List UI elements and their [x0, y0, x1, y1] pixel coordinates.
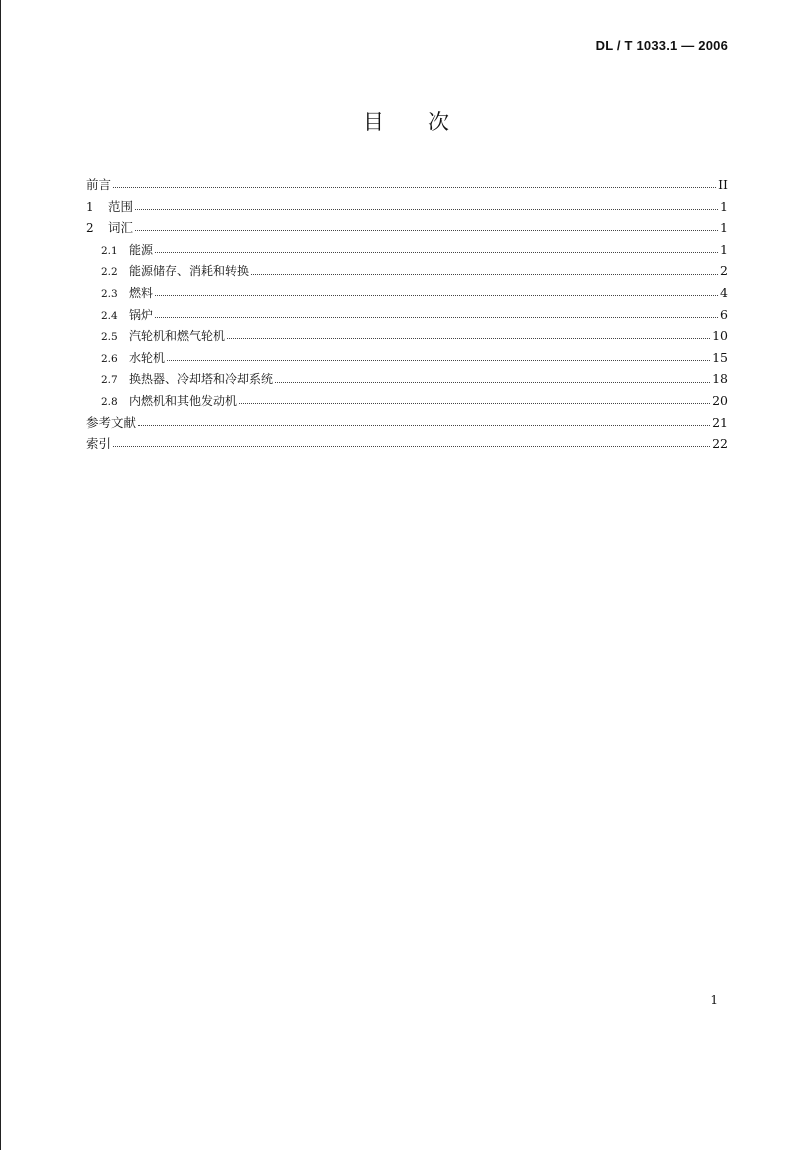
dot-leader — [113, 187, 716, 188]
toc-entry-2-6[interactable] — [86, 347, 728, 369]
toc-entry-label: 词汇 — [108, 220, 134, 236]
dot-leader — [135, 209, 718, 210]
dot-leader — [113, 446, 710, 447]
dot-leader — [155, 252, 718, 253]
dot-leader — [239, 403, 710, 404]
toc-entry-index[interactable] — [86, 433, 728, 455]
toc-entry-label: 汽轮机和燃气轮机 — [129, 329, 226, 344]
toc-entry-label: 前言 — [86, 177, 112, 192]
dot-leader — [135, 230, 718, 231]
toc-entry-2-2[interactable] — [86, 260, 728, 282]
toc-entry-number: 2.4 — [101, 309, 118, 322]
toc-entry-number: 2 — [86, 221, 94, 236]
toc-entry-bibliography[interactable] — [86, 412, 728, 434]
toc-entry-label: 水轮机 — [129, 350, 166, 365]
toc-entry-label: 能源储存、消耗和转换 — [129, 264, 250, 279]
toc-entry-page: 6 — [720, 306, 728, 322]
toc-entry-label: 燃料 — [129, 285, 154, 300]
toc-entry-page: 2 — [720, 263, 728, 279]
dot-leader — [155, 295, 718, 296]
toc-entry-2-8[interactable] — [86, 390, 728, 412]
toc-entry-2-1[interactable] — [86, 239, 728, 261]
dot-leader — [227, 338, 710, 339]
toc-entry-2-4[interactable] — [86, 304, 728, 326]
dot-leader — [275, 382, 710, 383]
dot-leader — [138, 425, 710, 426]
toc-entry-label: 内燃机和其他发动机 — [129, 393, 238, 408]
toc-entry-page: 18 — [712, 371, 728, 387]
toc-entry-scope[interactable] — [86, 196, 728, 218]
toc-entry-label: 能源 — [129, 242, 154, 257]
toc-entry-number: 2.8 — [101, 395, 118, 408]
document-code: DL / T 1033.1 — 2006 — [595, 38, 728, 53]
dot-leader — [167, 360, 710, 361]
toc-entry-label: 索引 — [86, 436, 112, 452]
toc-entry-vocabulary[interactable] — [86, 217, 728, 239]
page-number: 1 — [710, 993, 718, 1007]
toc-entry-label: 锅炉 — [129, 307, 154, 322]
toc-entry-page: 1 — [720, 198, 728, 214]
toc-entry-number: 2.2 — [101, 266, 118, 279]
toc-entry-number: 2.7 — [101, 374, 118, 387]
toc-entry-2-5[interactable] — [86, 325, 728, 347]
toc-entry-2-7[interactable] — [86, 368, 728, 390]
toc-entry-2-3[interactable] — [86, 282, 728, 304]
toc-entry-page: 22 — [712, 436, 728, 452]
toc-title: 目次 — [363, 110, 493, 134]
toc-entry-number: 2.3 — [101, 287, 118, 300]
toc-entry-number: 1 — [86, 199, 94, 214]
dot-leader — [251, 274, 718, 275]
toc-entry-page: 4 — [720, 284, 728, 300]
toc-entry-number: 2.5 — [101, 331, 118, 344]
toc-entry-label: 参考文献 — [86, 414, 137, 430]
toc-entry-page: 21 — [712, 414, 728, 430]
table-of-contents — [86, 174, 728, 455]
toc-entry-number: 2.6 — [101, 352, 118, 365]
toc-entry-foreword[interactable] — [86, 174, 728, 196]
toc-entry-page: II — [718, 177, 728, 192]
toc-entry-page: 1 — [720, 220, 728, 236]
page-left-edge — [0, 0, 1, 1150]
toc-entry-label: 范围 — [108, 198, 134, 214]
toc-entry-label: 换热器、冷却塔和冷却系统 — [129, 372, 274, 387]
toc-entry-page: 15 — [712, 349, 728, 365]
toc-entry-number: 2.1 — [101, 244, 118, 257]
toc-entry-page: 20 — [712, 392, 728, 408]
toc-entry-page: 1 — [720, 241, 728, 257]
toc-entry-page: 10 — [712, 328, 728, 344]
dot-leader — [155, 317, 718, 318]
